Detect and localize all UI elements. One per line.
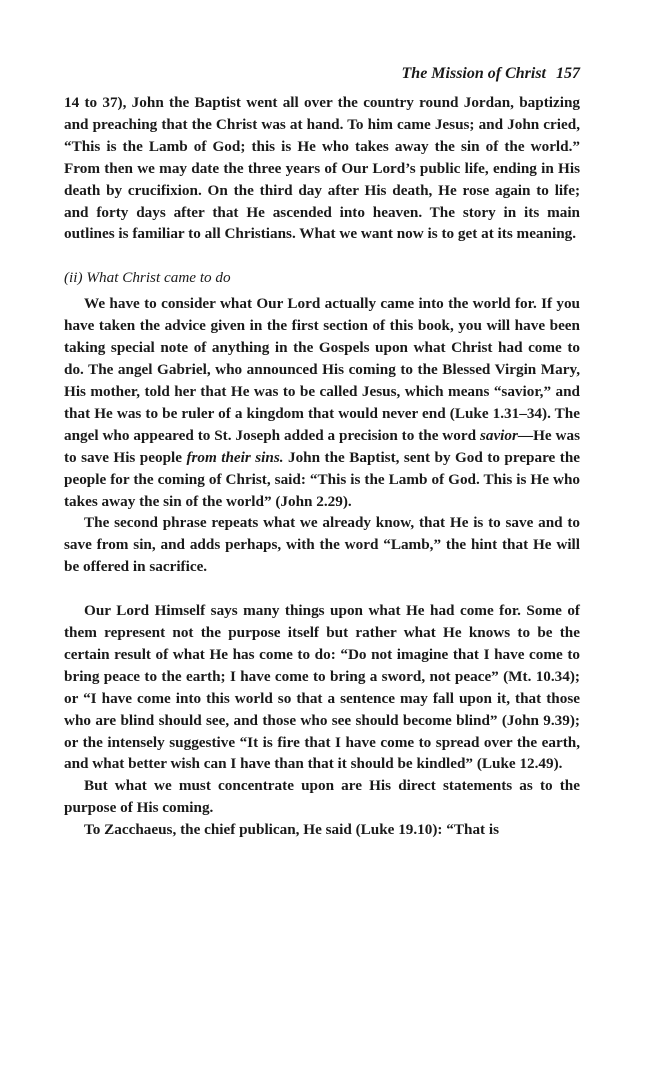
book-page [64, 60, 580, 841]
paragraph-text: We have to consider what Our Lord actually came into the world for. If you have taken the advice given in the first section of this book, you will have been taking special note of anything in the Gospels upon what Christ had come to do. The angel Gabriel, who announced His coming to the Blessed Virgin Mary, His mother, told her that He was to be called Jesus, which means “savior,” and that He was to be ruler of a kingdom that would never end (Luke 1.31–34). The angel who appeared to St. Joseph added a precision to the word [64, 295, 580, 444]
paragraph-zacchaeus: To Zacchaeus, the chief publican, He said (Luke 19.10): “That is [84, 821, 500, 839]
paragraph-text: John the Baptist, sent by God to prepare the people for the coming of Christ, said: “This is the Lamb of God. This is He who takes away the sin of the world” (John 2.29). [64, 448, 581, 510]
section-spacer [64, 245, 580, 267]
running-head [64, 60, 580, 92]
running-head-title: The Mission of Christ [401, 65, 546, 82]
paragraph-our-lord-himself: Our Lord Himself says many things upon what He had come for. Some of them represent not the purpose itself but rather what He knows to be the certain result of what He has come to do: “Do not imagine that I have come to bring peace to the earth; I have come to bring a sword, not peace” (Mt. 10.34); or “I have come into this world so that a sentence may fall upon it, that those who are blind should see, and those who see should become blind” (John 9.39); or the intensely suggestive “It is fire that I have come to spread over the earth, and what better wish can I have than that it should be kindled” (Luke 12.49). [64, 602, 580, 773]
paragraph-concentrate: But what we must concentrate upon are His direct statements as to the purpose of His coming. [64, 777, 580, 817]
paragraph-spacer [64, 578, 580, 600]
paragraph-what-christ-came-to-do [64, 293, 580, 512]
emphasis-savior: savior [479, 426, 518, 444]
emphasis-from-their-sins: from their sins. [186, 448, 284, 466]
page-number: 157 [556, 65, 580, 82]
paragraph-continued: 14 to 37), John the Baptist went all over the country round Jordan, baptizing and preaching that the Christ was at hand. To him came Jesus; and John cried, “This is the Lamb of God; this is He who takes away the sin of the world.” From then we may date the three years of Our Lord’s public life, ending in His death by crucifixion. On the third day after His death, He rose again to life; and forty days after that He ascended into heaven. The story in its main outlines is familiar to all Christians. What we want now is to get at its meaning. [64, 94, 580, 243]
section-heading: (ii) What Christ came to do [64, 269, 231, 287]
paragraph-text: —He was to save His people [64, 426, 580, 466]
paragraph-second-phrase: The second phrase repeats what we already know, that He is to save and to save from sin, and adds perhaps, with the word “Lamb,” the hint that He will be offered in sacrifice. [64, 514, 580, 576]
